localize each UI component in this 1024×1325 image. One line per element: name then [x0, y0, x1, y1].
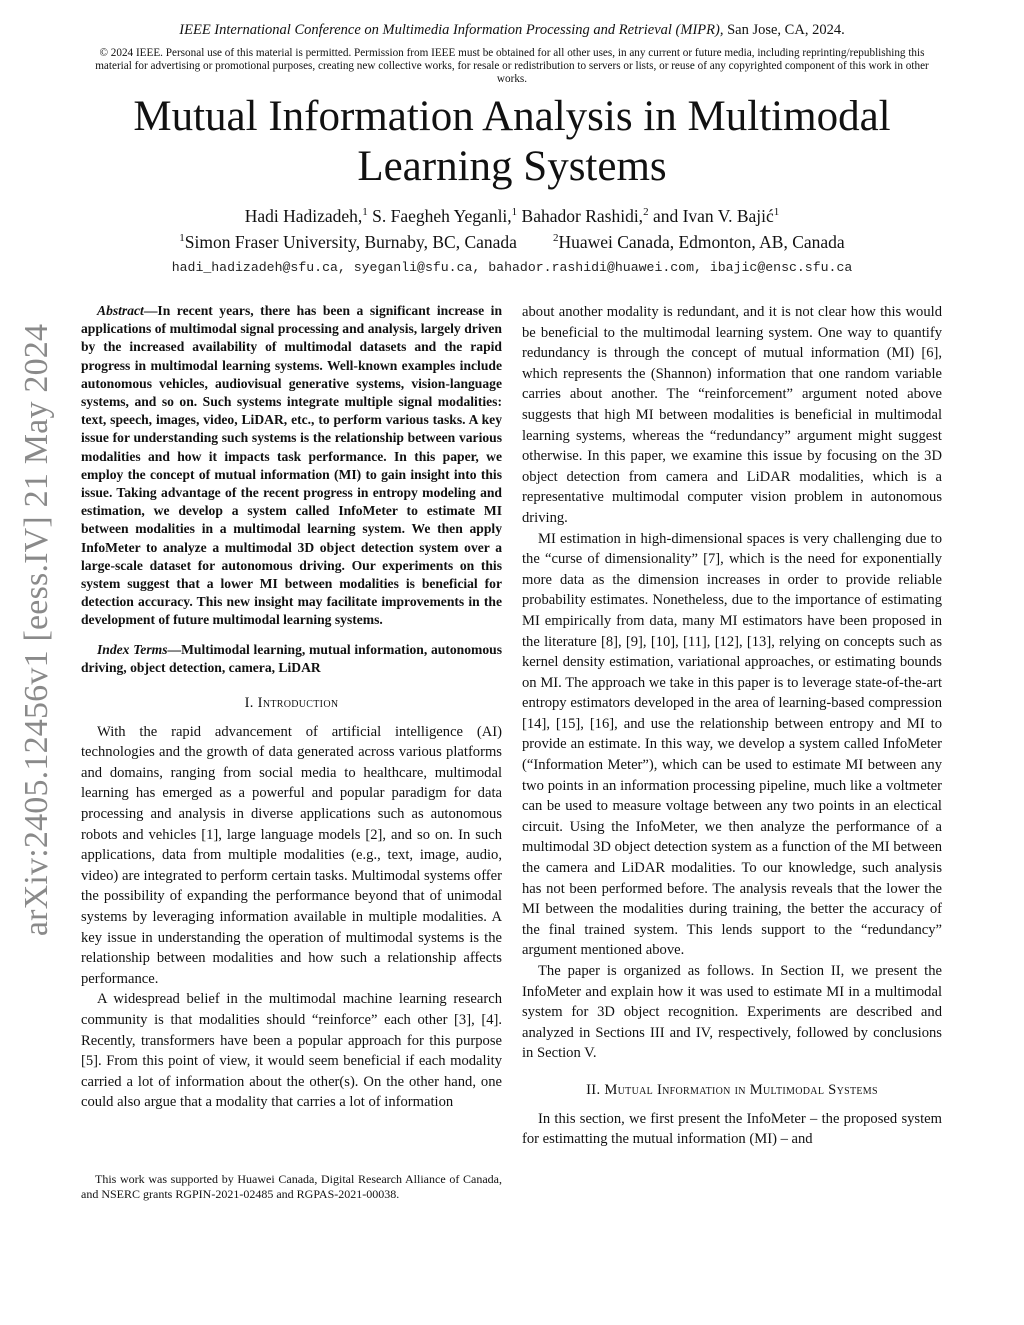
intro-paragraph: With the rapid advancement of artificial intelligence (AI) technologies and the growth of data generated across various platforms and domains, ranging from social media to healthcare, multimodal learning has emerged as a powerful and popular paradigm for data processing and analysis in diverse applications such as autonomous robots and vehicles [1], large language models [2], and so on. In such applications, data from multiple modalities (e.g., text, image, audio, video) are integrated to perform certain tasks. Multimodal systems offer the possibility of expanding the performance beyond that of unimodal systems by leveraging information available in multiple modalities. A key issue in understanding the operation of multimodal systems is the relationship between modalities and how such a relationship affects performance.	[81, 723, 502, 987]
abstract	[81, 302, 502, 630]
author-name: Bahador Rashidi,	[521, 206, 644, 226]
section2-paragraph: In this section, we first present the InfoMeter – the proposed system for estimatting the mutual information (MI) – and	[522, 1110, 942, 1148]
abstract-text: —In recent years, there has been a significant increase in applications of multimodal signal processing and analysis, largely driven by the increased availability of multimodal datasets and the rapid progress in multimodal learning systems. Well-known examples include autonomous vehicles, audiovisual generative systems, vision-language systems, and so on. Such systems integrate multiple signal modalities: text, speech, images, video, LiDAR, etc., to perform various tasks. A key issue for understanding such systems is the relationship between various modalities and how it impacts task performance. In this paper, we employ the concept of mutual information (MI) to gain insight into this issue. Taking advantage of the recent progress in entropy modeling and estimation, we develop a system called InfoMeter to estimate MI between modalities in a multimodal learning system. We then apply InfoMeter to analyze a multimodal 3D object detection system over a large-scale dataset for autonomous driving. Our experiments on this system suggest that a lower MI between modalities is beneficial for detection accuracy. This new insight may facilitate improvements in the development of future multimodal learning systems.	[81, 303, 502, 628]
affiliation: Simon Fraser University, Burnaby, BC, Canada	[184, 232, 517, 252]
author-affil-mark: 1	[511, 206, 518, 219]
section-heading-introduction: I. Introduction	[244, 695, 339, 712]
intro-paragraph: MI estimation in high-dimensional spaces is very challenging due to the “curse of dimensionality” [7], which is the need for exponentially more data as the dimension increases in order to provide reliable probability estimates. Nonetheless, due to the importance of estimating MI empirically from data, many MI estimators have been proposed in the literature [8], [9], [10], [11], [12], [13], relying on concepts such as kernel density estimation, variational approaches, or estimating bounds on MI. The approach we take in this paper is to leverage state-of-the-art entropy estimators developed in the area of learning-based compression [14], [15], [16], and use the relationship between entropy and MI to provide an estimate. In this way, we develop a system called InfoMeter (“Information Meter”), which can be used to estimate MI between any two points in an information processing pipeline, much like a voltmeter can be used to measure voltage between any two points in an electical circuit. Using the InfoMeter, we then analyze the performance of a multimodal 3D object detection system as a function of the MI between the camera and LiDAR modalities. To our knowledge, such analysis has not been performed before. The analysis reveals that the lower the MI between the modalities during training, the better the accuracy of the final trained system. This lends support to the “redundancy” argument mentioned above.	[522, 530, 942, 959]
right-column	[522, 302, 942, 1150]
author-affil-mark: 2	[643, 206, 649, 219]
copyright-notice: © 2024 IEEE. Personal use of this material is permitted. Permission from IEEE must be obtained for all other uses, in any current or future media, including reprinting/republishing this material for advertising or promotional purposes, creating new collective works, for resale or redistribution to servers or lists, or reuse of any copyrighted component of this work in other works.	[95, 47, 929, 86]
affil-number: 2	[552, 232, 559, 245]
author-name: and Ivan V. Bajić	[652, 206, 774, 226]
affiliation: Huawei Canada, Edmonton, AB, Canada	[558, 232, 845, 252]
author-emails: hadi_hadizadeh@sfu.ca, syeganli@sfu.ca, bahador.rashidi@huawei.com, ibajic@ensc.sfu.ca	[171, 260, 853, 275]
paper-title: Mutual Information Analysis in Multimodal Learning Systems	[133, 93, 891, 190]
author-affil-mark: 1	[773, 206, 780, 219]
left-column	[81, 302, 502, 1113]
venue-name: IEEE International Conference on Multimedia Information Processing and Retrieval (MIPR),	[179, 22, 724, 38]
venue-location: San Jose, CA, 2024.	[727, 22, 845, 38]
venue-line	[100, 22, 924, 39]
author-name: S. Faegheh Yeganli,	[372, 206, 512, 226]
intro-paragraph: The paper is organized as follows. In Section II, we present the InfoMeter and explain how it was used to estimate MI in a multimodal system for 3D object recognition. Experiments are described and analyzed in Sections III and IV, respectively, followed by conclusions in Section V.	[522, 963, 942, 1062]
index-terms	[81, 641, 502, 677]
arxiv-stamp	[8, 300, 66, 960]
author-name: Hadi Hadizadeh,	[244, 206, 363, 226]
affiliation-list	[120, 232, 904, 253]
author-list	[80, 206, 944, 227]
intro-paragraph: A widespread belief in the multimodal machine learning research community is that modalities should “reinforce” each other [3], [4]. Recently, transformers have been a popular approach for this purpose [5]. From this point of view, it would seem beneficial if each modality carried a lot of information about the other(s). On the other hand, one could also argue that a modality that carries a lot of information	[81, 991, 502, 1111]
arxiv-id-text: arXiv:2405.12456v1 [eess.IV] 21 May 2024	[18, 323, 56, 937]
abstract-lead: Abstract	[97, 303, 144, 318]
index-terms-text: —Multimodal learning, mutual information, autonomous driving, object detection, camera, LiDAR	[81, 641, 502, 675]
affil-number: 1	[179, 232, 185, 245]
intro-paragraph-continued: about another modality is redundant, and it is not clear how this would be beneficial to the multimodal learning system. One way to quantify redundancy is through the concept of mutual information (MI) [6], which represents the (Shannon) information that one random variable carries about another. The “reinforcement” argument noted above suggests that high MI between modalities is beneficial in multimodal learning systems, whereas the “redundancy” argument might suggest otherwise. In this paper, we examine this issue by focusing on the 3D object detection from camera and LiDAR modalities, which is a representative multimodal computer vision problem in autonomous driving.	[522, 304, 942, 526]
funding-note: This work was supported by Huawei Canada, Digital Research Alliance of Canada, and NSERC grants RGPIN-2021-02485 and RGPAS-2021-00038.	[81, 1172, 502, 1201]
footnote	[81, 1172, 502, 1202]
author-affil-mark: 1	[362, 206, 368, 219]
index-terms-lead: Index Terms	[97, 641, 168, 657]
section-heading-mutual-information: II. Mutual Information in Multimodal Systems	[586, 1081, 878, 1098]
